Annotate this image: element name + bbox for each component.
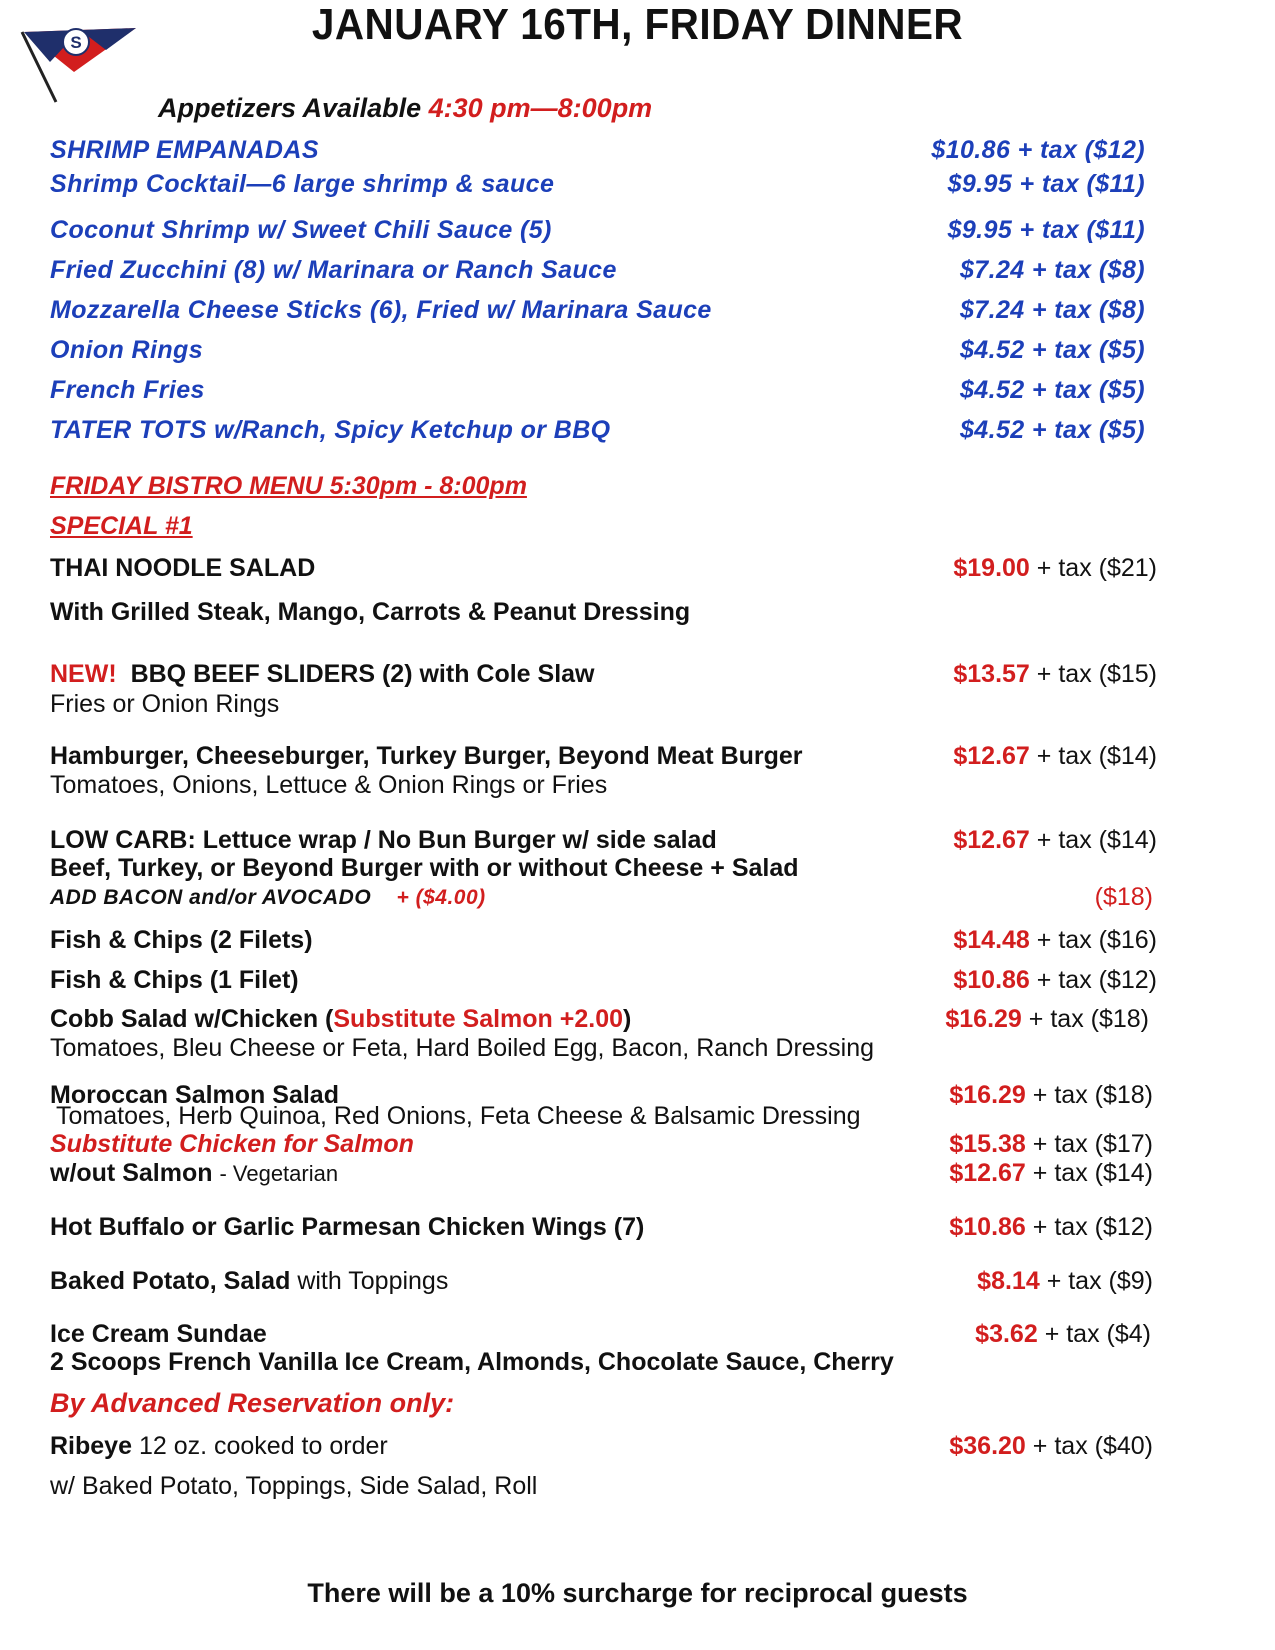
- price-amount: $10.86: [953, 966, 1030, 994]
- price-tax: + tax ($18): [1028, 1005, 1149, 1033]
- bistro-menu-heading: FRIDAY BISTRO MENU 5:30pm - 8:00pm: [50, 472, 527, 500]
- special-heading: SPECIAL #1: [50, 512, 193, 540]
- appetizer-item-price: $10.86 + tax ($12): [931, 136, 1145, 164]
- appetizer-item-price: $7.24 + tax ($8): [960, 256, 1145, 284]
- cobb-item-price: [945, 1005, 1149, 1034]
- ribeye-name: Ribeye: [50, 1432, 132, 1460]
- appetizer-item-price: $4.52 + tax ($5): [960, 376, 1145, 404]
- price-tax: + tax ($14): [1036, 742, 1157, 770]
- appetizer-item-price: $4.52 + tax ($5): [960, 336, 1145, 364]
- ribeye-rest: 12 oz. cooked to order: [138, 1432, 388, 1460]
- sundae-item-desc: 2 Scoops French Vanilla Ice Cream, Almonds, Chocolate Sauce, Cherry: [50, 1348, 894, 1376]
- reservation-heading: By Advanced Reservation only:: [50, 1388, 455, 1418]
- price-tax: + tax ($9): [1046, 1267, 1153, 1295]
- moroccan-veg-price: [949, 1159, 1153, 1188]
- wings-item-name: Hot Buffalo or Garlic Parmesan Chicken Wings (7): [50, 1213, 645, 1241]
- price-tax: + tax ($14): [1032, 1159, 1153, 1187]
- fish1-item-name: Fish & Chips (1 Filet): [50, 966, 299, 994]
- price-tax: + tax ($17): [1032, 1130, 1153, 1158]
- price-tax: + tax ($21): [1036, 554, 1157, 582]
- ribeye-item-price: [949, 1432, 1153, 1461]
- price-amount: $3.62: [975, 1320, 1038, 1348]
- cobb-item-name: [50, 1005, 631, 1034]
- price-amount: $12.67: [949, 1159, 1026, 1187]
- price-amount: $14.48: [953, 926, 1030, 954]
- price-tax: + tax ($14): [1036, 826, 1157, 854]
- price-tax: + tax ($16): [1036, 926, 1157, 954]
- fish2-item-name: Fish & Chips (2 Filets): [50, 926, 313, 954]
- price-tax: + tax ($18): [1032, 1081, 1153, 1109]
- sundae-item-name: Ice Cream Sundae: [50, 1320, 267, 1348]
- moroccan-veg-option: [50, 1159, 338, 1188]
- page-title: JANUARY 16TH, FRIDAY DINNER: [311, 0, 964, 49]
- appetizers-hours: 4:30 pm—8:00pm: [428, 93, 653, 123]
- burger-item-name: Hamburger, Cheeseburger, Turkey Burger, Beyond Meat Burger: [50, 742, 803, 770]
- veg-note: - Vegetarian: [219, 1161, 339, 1186]
- lowcarb-item-desc: Beef, Turkey, or Beyond Burger with or without Cheese + Salad: [50, 854, 799, 882]
- ribeye-item-name: [50, 1432, 388, 1461]
- appetizer-item-price: $7.24 + tax ($8): [960, 296, 1145, 324]
- appetizer-item-name: French Fries: [50, 376, 205, 404]
- appetizer-item-name: SHRIMP EMPANADAS: [50, 136, 319, 164]
- moroccan-item-name: Moroccan Salmon Salad: [50, 1081, 339, 1109]
- wings-item-price: [949, 1213, 1153, 1242]
- ribeye-item-desc: w/ Baked Potato, Toppings, Side Salad, Roll: [50, 1472, 538, 1500]
- price-tax: + tax ($4): [1044, 1320, 1151, 1348]
- price-amount: $12.67: [953, 742, 1030, 770]
- addon-price: + ($4.00): [396, 886, 486, 909]
- cobb-close-paren: ): [623, 1005, 632, 1033]
- moroccan-substitute: Substitute Chicken for Salmon: [50, 1130, 414, 1158]
- price-amount: $10.86: [949, 1213, 1026, 1241]
- lowcarb-addon: [50, 886, 486, 910]
- appetizer-item-name: TATER TOTS w/Ranch, Spicy Ketchup or BBQ: [50, 416, 611, 444]
- burger-item-price: [953, 742, 1157, 771]
- burger-item-desc: Tomatoes, Onions, Lettuce & Onion Rings or Fries: [50, 771, 608, 799]
- sliders-item-desc: Fries or Onion Rings: [50, 690, 280, 718]
- appetizer-item-name: Fried Zucchini (8) w/ Marinara or Ranch Sauce: [50, 256, 617, 284]
- appetizer-item-price: $9.95 + tax ($11): [947, 170, 1145, 198]
- price-amount: $13.57: [953, 660, 1030, 688]
- price-amount: $15.38: [949, 1130, 1026, 1158]
- sliders-name: BBQ BEEF SLIDERS (2) with Cole Slaw: [130, 660, 595, 688]
- sundae-item-price: [975, 1320, 1151, 1349]
- lowcarb-item-price: [953, 826, 1157, 855]
- fish2-item-price: [953, 926, 1157, 955]
- appetizer-item-name: Shrimp Cocktail—6 large shrimp & sauce: [50, 170, 555, 198]
- special-item-price: [953, 554, 1157, 583]
- price-tax: + tax ($15): [1036, 660, 1157, 688]
- appetizer-item-name: Mozzarella Cheese Sticks (6), Fried w/ Marinara Sauce: [50, 296, 712, 324]
- sliders-item-price: [953, 660, 1157, 689]
- special-item-desc: With Grilled Steak, Mango, Carrots & Peanut Dressing: [50, 598, 691, 626]
- sliders-item-name: [50, 660, 595, 689]
- moroccan-item-price: [949, 1081, 1153, 1110]
- cobb-item-desc: Tomatoes, Bleu Cheese or Feta, Hard Boiled Egg, Bacon, Ranch Dressing: [50, 1034, 875, 1062]
- price-amount: $19.00: [953, 554, 1030, 582]
- potato-item-name: [50, 1267, 448, 1296]
- price-amount: $8.14: [977, 1267, 1040, 1295]
- appetizer-item-price: $9.95 + tax ($11): [947, 216, 1145, 244]
- price-amount: $16.29: [949, 1081, 1026, 1109]
- price-tax: + tax ($12): [1032, 1213, 1153, 1241]
- potato-rest: with Toppings: [297, 1267, 449, 1295]
- special-item-name: THAI NOODLE SALAD: [50, 554, 316, 582]
- new-tag: NEW!: [50, 660, 117, 688]
- svg-text:S: S: [70, 33, 82, 52]
- fish1-item-price: [953, 966, 1157, 995]
- moroccan-item-desc: Tomatoes, Herb Quinoa, Red Onions, Feta Cheese & Balsamic Dressing: [56, 1102, 861, 1130]
- price-amount: $12.67: [953, 826, 1030, 854]
- cobb-name: Cobb Salad w/Chicken (: [50, 1005, 334, 1033]
- price-tax: + tax ($12): [1036, 966, 1157, 994]
- potato-name: Baked Potato, Salad: [50, 1267, 291, 1295]
- appetizer-item-name: Onion Rings: [50, 336, 203, 364]
- surcharge-note: There will be a 10% surcharge for reciprocal guests: [307, 1578, 968, 1608]
- appetizers-label: Appetizers Available: [158, 93, 422, 123]
- addon-label: ADD BACON and/or AVOCADO: [50, 886, 372, 909]
- price-amount: $36.20: [949, 1432, 1026, 1460]
- potato-item-price: [977, 1267, 1153, 1296]
- appetizer-item-name: Coconut Shrimp w/ Sweet Chili Sauce (5): [50, 216, 552, 244]
- lowcarb-item-name: LOW CARB: Lettuce wrap / No Bun Burger w/ side salad: [50, 826, 717, 854]
- moroccan-substitute-price: [949, 1130, 1153, 1159]
- cobb-substitute: Substitute Salmon +2.00: [333, 1005, 624, 1033]
- appetizer-item-price: $4.52 + tax ($5): [960, 416, 1145, 444]
- price-amount: $16.29: [945, 1005, 1022, 1033]
- lowcarb-addon-total: ($18): [1094, 883, 1153, 911]
- appetizers-hours-line: [158, 93, 652, 124]
- veg-label: w/out Salmon: [50, 1159, 213, 1187]
- price-tax: + tax ($40): [1032, 1432, 1153, 1460]
